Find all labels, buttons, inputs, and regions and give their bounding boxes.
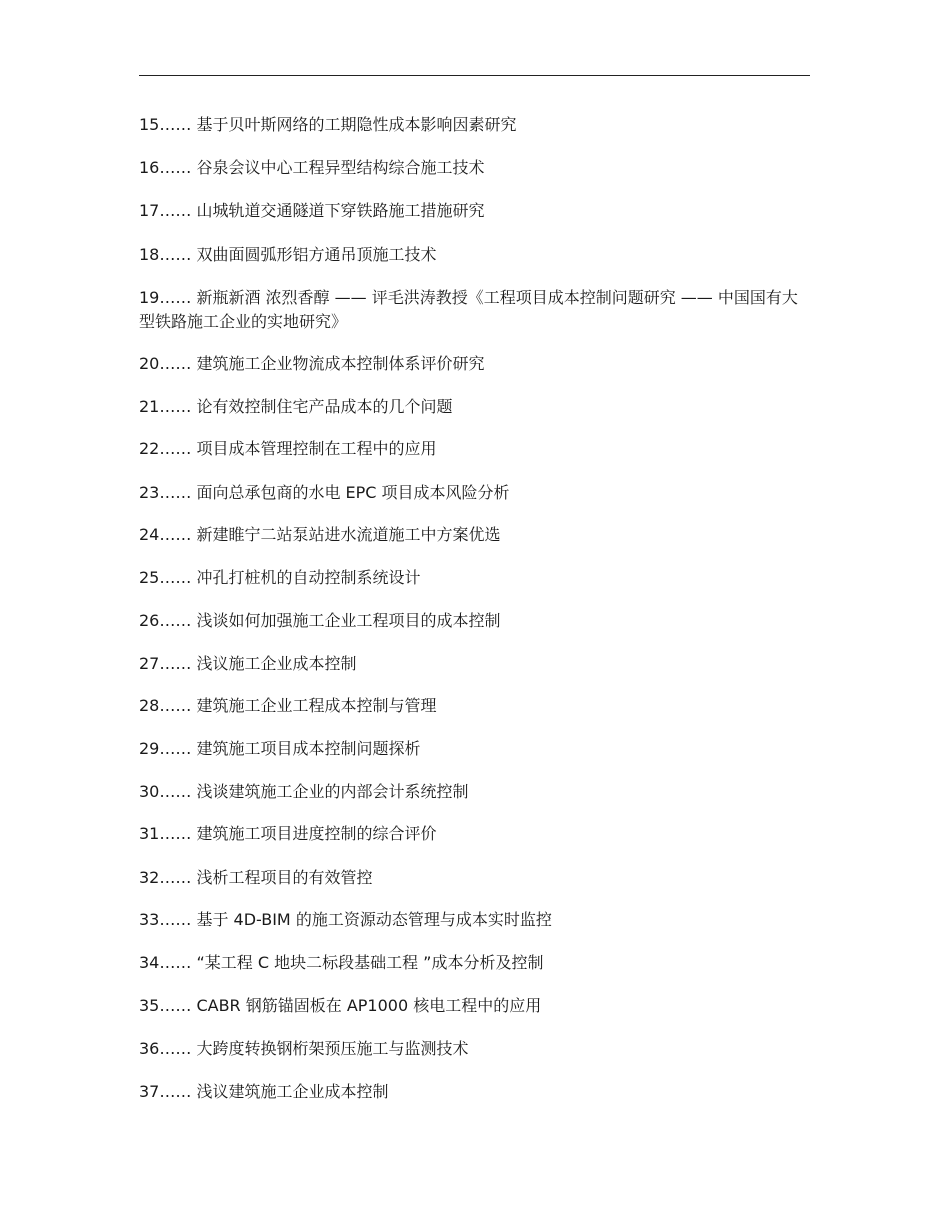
toc-entry: 21…… 论有效控制住宅产品成本的几个问题 [139, 397, 453, 416]
toc-entry: 32…… 浅析工程项目的有效管控 [139, 868, 373, 887]
toc-entry: 22…… 项目成本管理控制在工程中的应用 [139, 439, 437, 458]
toc-entry: 36…… 大跨度转换钢桁架预压施工与监测技术 [139, 1039, 469, 1058]
toc-entry: 28…… 建筑施工企业工程成本控制与管理 [139, 696, 437, 715]
toc-entry: 17…… 山城轨道交通隧道下穿铁路施工措施研究 [139, 201, 485, 220]
toc-entry: 24…… 新建睢宁二站泵站进水流道施工中方案优选 [139, 525, 501, 544]
toc-entry: 19…… 新瓶新酒 浓烈香醇 —— 评毛洪涛教授《工程项目成本控制问题研究 —— 中国国有大型铁路施工企业的实地研究》 [139, 288, 798, 331]
toc-entry: 31…… 建筑施工项目进度控制的综合评价 [139, 824, 437, 843]
header-rule [139, 75, 810, 76]
toc-entry: 30…… 浅谈建筑施工企业的内部会计系统控制 [139, 782, 469, 801]
toc-entry: 15…… 基于贝叶斯网络的工期隐性成本影响因素研究 [139, 115, 517, 134]
toc-entry: 34…… “某工程 C 地块二标段基础工程 ”成本分析及控制 [139, 953, 544, 972]
toc-entry: 33…… 基于 4D-BIM 的施工资源动态管理与成本实时监控 [139, 910, 552, 929]
toc-entry: 35…… CABR 钢筋锚固板在 AP1000 核电工程中的应用 [139, 996, 542, 1015]
toc-entry: 16…… 谷泉会议中心工程异型结构综合施工技术 [139, 158, 485, 177]
toc-entry: 18…… 双曲面圆弧形铝方通吊顶施工技术 [139, 245, 437, 264]
toc-entry: 29…… 建筑施工项目成本控制问题探析 [139, 739, 421, 758]
toc-entry: 37…… 浅议建筑施工企业成本控制 [139, 1082, 389, 1101]
toc-entry: 26…… 浅谈如何加强施工企业工程项目的成本控制 [139, 611, 501, 630]
toc-entry: 27…… 浅议施工企业成本控制 [139, 654, 357, 673]
toc-entry: 20…… 建筑施工企业物流成本控制体系评价研究 [139, 354, 485, 373]
toc-entry: 25…… 冲孔打桩机的自动控制系统设计 [139, 568, 421, 587]
toc-entry: 23…… 面向总承包商的水电 EPC 项目成本风险分析 [139, 483, 510, 502]
